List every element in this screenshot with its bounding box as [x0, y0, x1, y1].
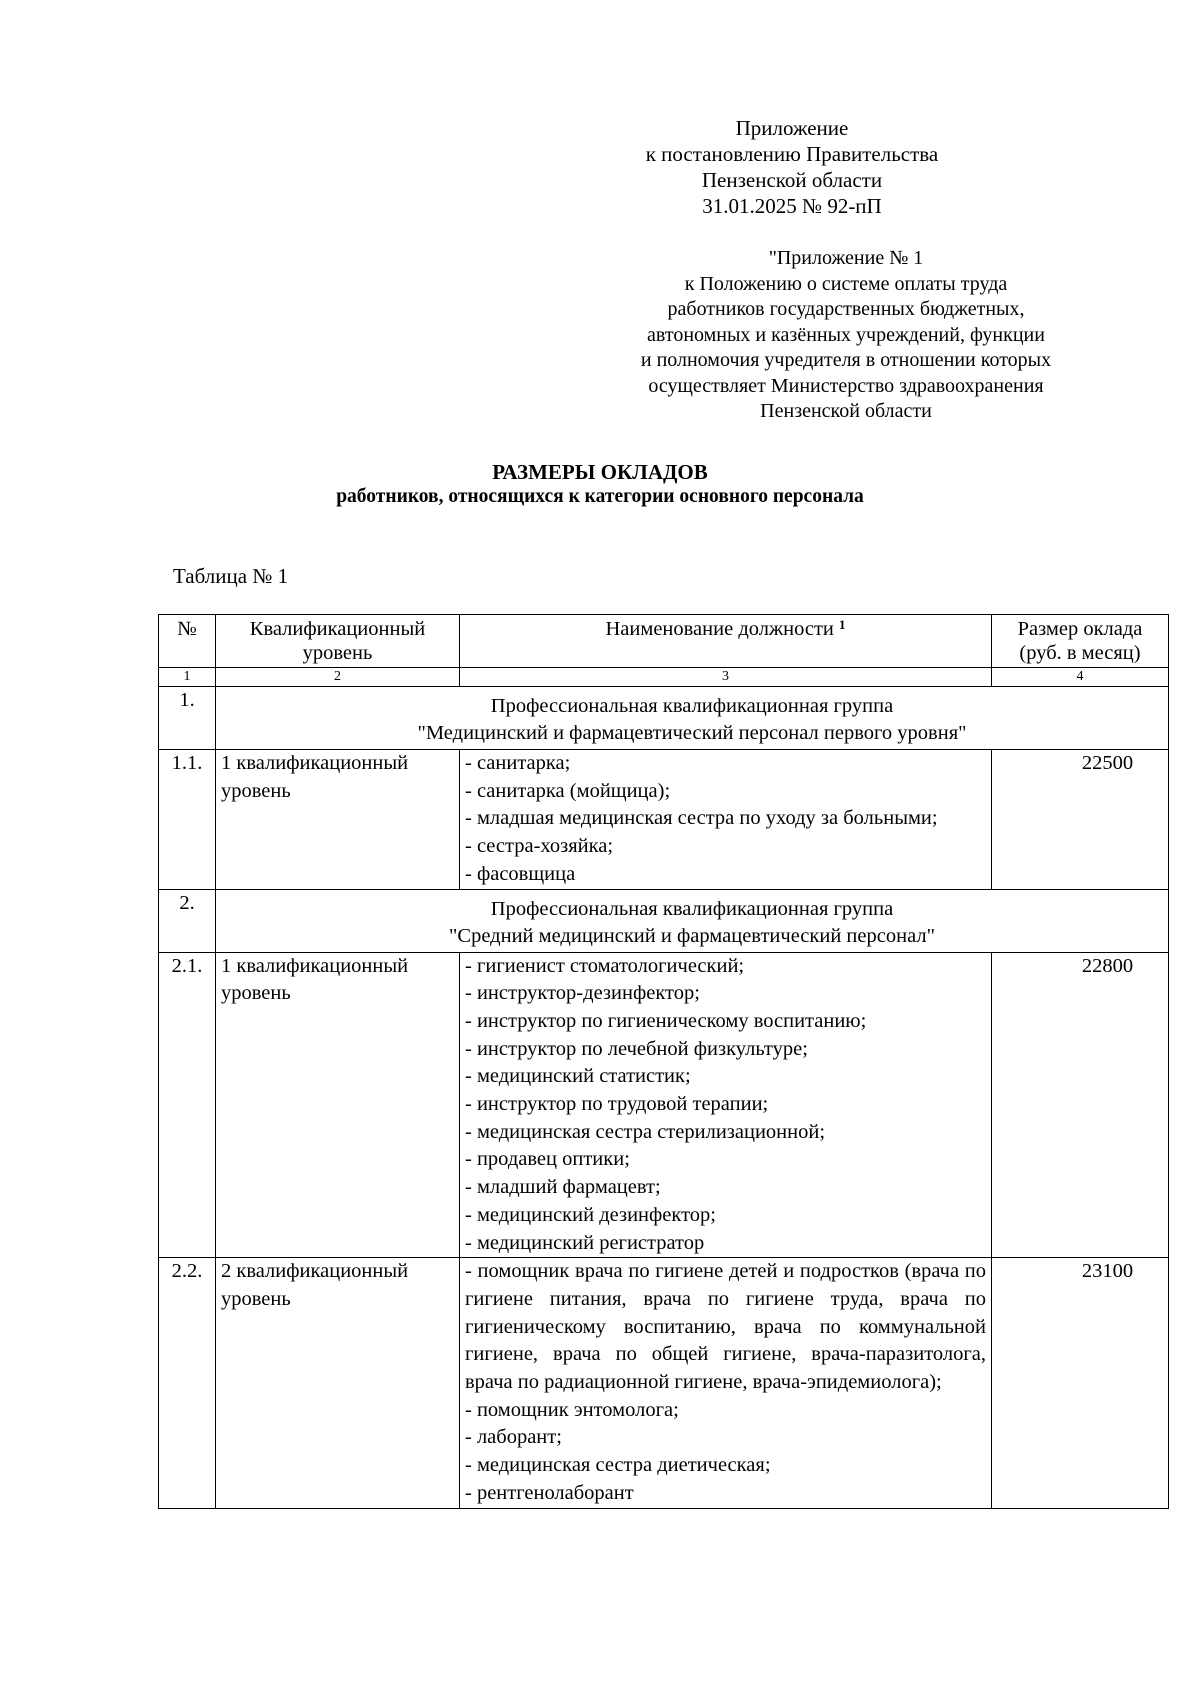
group-title-line: Профессиональная квалификационная группа [490, 897, 894, 920]
position-item: - продавец оптики; [465, 1148, 630, 1171]
table-row [159, 1258, 1169, 1508]
annex-header-line: Пензенской области [701, 168, 883, 192]
row-salary: 22500 [992, 750, 1169, 890]
annex-reference-line: автономных и казённых учреждений, функции [647, 323, 1045, 346]
position-item: - медицинская сестра диетическая; [465, 1454, 771, 1477]
salary-table [158, 614, 1169, 1509]
position-item: - фасовщица [465, 862, 576, 885]
annex-reference-line: к Положению о системе оплаты труда [684, 272, 1008, 295]
position-item: - сестра-хозяйка; [465, 835, 614, 858]
position-item: - младшая медицинская сестра по уходу за больными; [465, 807, 938, 830]
group-row [159, 687, 1169, 750]
column-number: 3 [460, 668, 992, 687]
row-num: 2.1. [159, 952, 216, 1258]
row-level: 1 квалификационный уровень [216, 952, 460, 1258]
annex-header-line: Приложение [735, 116, 849, 140]
group-title-line: Профессиональная квалификационная группа [490, 695, 894, 717]
group-num: 2. [159, 889, 216, 952]
column-number: 4 [992, 668, 1169, 687]
row-positions [460, 1258, 992, 1508]
row-positions [460, 952, 992, 1258]
group-title-line: "Медицинский и фармацевтический персонал первого уровня" [417, 722, 967, 744]
group-num: 1. [159, 687, 216, 750]
position-item: - младший фармацевт; [465, 1176, 661, 1199]
group-title [216, 889, 1169, 952]
table-row [159, 750, 1169, 890]
row-level: 1 квалификационный уровень [216, 750, 460, 890]
column-number: 2 [216, 668, 460, 687]
annex-reference-line: осуществляет Министерство здравоохранения [648, 374, 1044, 397]
table-header-row [159, 615, 1169, 668]
row-num: 2.2. [159, 1258, 216, 1508]
footnote-marker: 1 [839, 617, 846, 632]
annex-reference-line: работников государственных бюджетных, [667, 298, 1025, 320]
position-item: - медицинская сестра стерилизационной; [465, 1120, 826, 1143]
position-item: - санитарка (мойщица); [465, 779, 671, 802]
row-salary: 23100 [992, 1258, 1169, 1508]
position-item: - медицинский дезинфектор; [465, 1203, 716, 1226]
document-subtitle: работников, относящихся к категории основного персонала [336, 486, 864, 507]
position-item: - гигиенист стоматологический; [465, 954, 745, 977]
annex-header-date-number: 31.01.2025 № 92-пП [702, 194, 882, 218]
position-item: - помощник врача по гигиене детей и подростков (врача по гигиене питания, врача по гигиене труда, врача по гигиеническому воспитанию, врача по коммунальной гигиене, врача по общей гигиене, врача-паразитолога, врача по радиационной гигиене, врача-эпидемиолога); [465, 1260, 986, 1394]
position-item: - инструктор по трудовой терапии; [465, 1093, 769, 1116]
row-salary: 22800 [992, 952, 1169, 1258]
annex-header [602, 115, 982, 219]
table-caption: Таблица № 1 [173, 564, 289, 588]
position-item: - лаборант; [465, 1426, 562, 1449]
position-item: - рентгенолаборант [465, 1481, 634, 1504]
annex-reference [566, 246, 1126, 425]
position-item: - инструктор по гигиеническому воспитанию; [465, 1009, 867, 1032]
position-item: - санитарка; [465, 752, 571, 774]
position-item: - медицинский регистратор [465, 1231, 705, 1254]
row-level: 2 квалификационный уровень [216, 1258, 460, 1508]
position-item: - помощник энтомолога; [465, 1398, 679, 1421]
group-title [216, 687, 1169, 750]
column-number-row [159, 668, 1169, 687]
group-row [159, 889, 1169, 952]
annex-header-line: к постановлению Правительства [645, 142, 939, 166]
table-row [159, 952, 1169, 1258]
header-level: Квалификационный уровень [216, 615, 460, 668]
position-item: - медицинский статистик; [465, 1065, 691, 1088]
position-item: - инструктор-дезинфектор; [465, 982, 700, 1005]
annex-reference-line: Пензенской области [760, 400, 932, 422]
column-number: 1 [159, 668, 216, 687]
header-position-label: Наименование должности [605, 618, 834, 640]
row-num: 1.1. [159, 750, 216, 890]
annex-reference-line: и полномочия учредителя в отношении которых [640, 349, 1052, 371]
header-position [460, 615, 992, 668]
document-title: РАЗМЕРЫ ОКЛАДОВ [492, 460, 708, 484]
header-salary: Размер оклада (руб. в месяц) [992, 615, 1169, 668]
header-num: № [159, 615, 216, 668]
annex-reference-line: "Приложение № 1 [768, 247, 924, 269]
position-item: - инструктор по лечебной физкультуре; [465, 1037, 808, 1060]
group-title-line: "Средний медицинский и фармацевтический персонал" [449, 924, 935, 947]
row-positions [460, 750, 992, 890]
